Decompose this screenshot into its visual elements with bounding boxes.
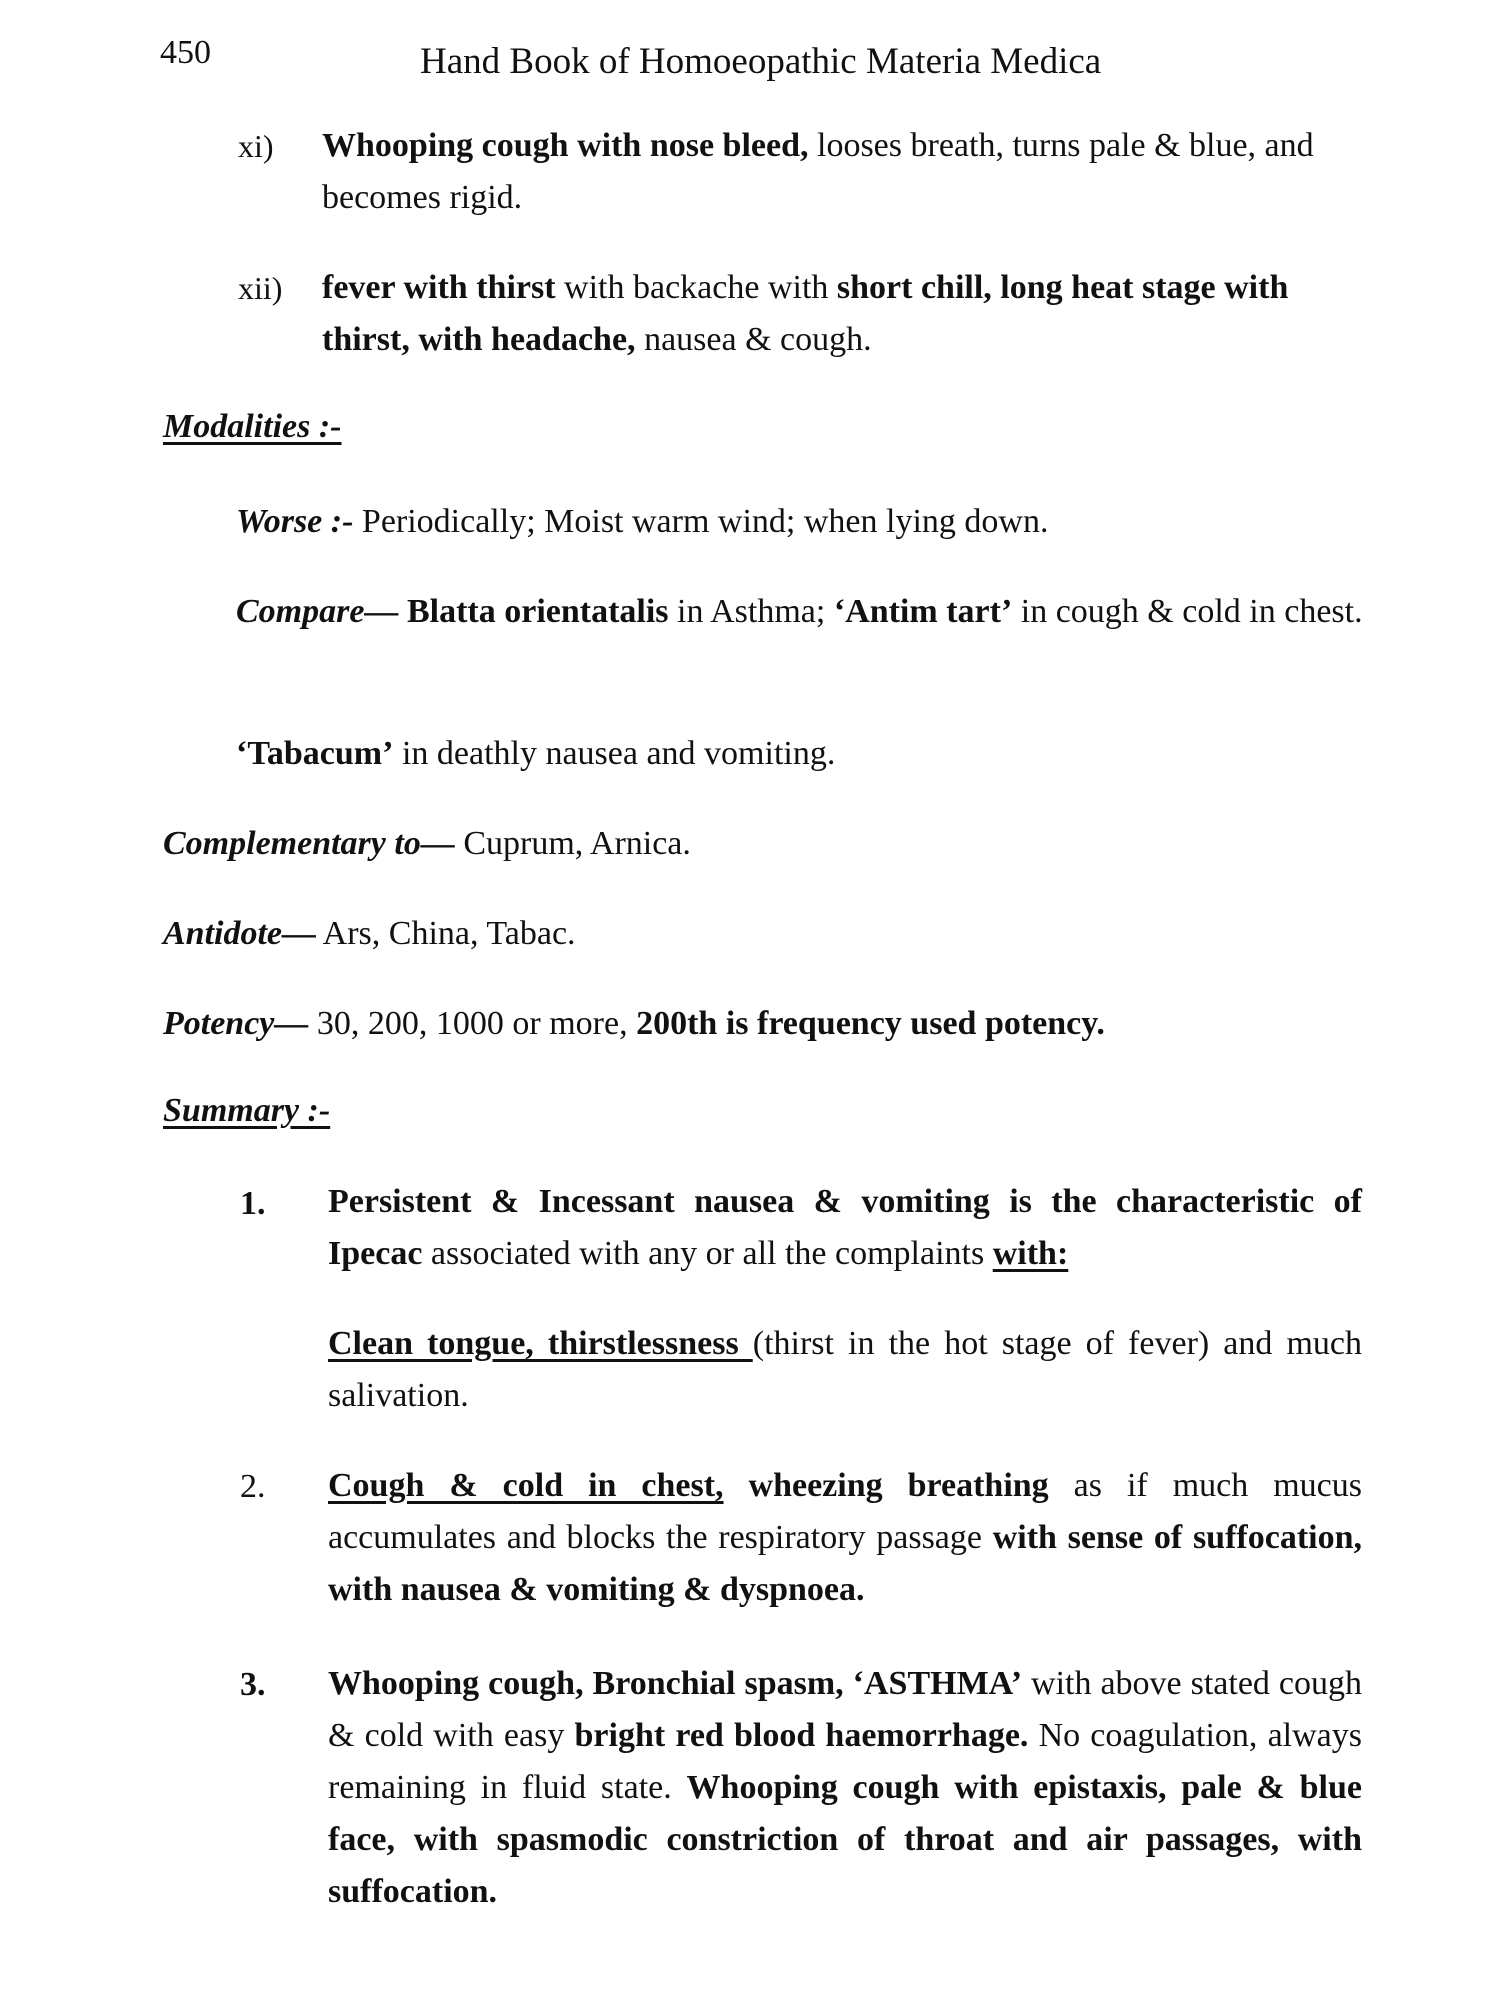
potency-bold: 200th is frequency used potency. xyxy=(636,1005,1105,1042)
item-marker: xii) xyxy=(238,270,283,306)
list-item xyxy=(322,262,1362,366)
summary-bold: Whooping cough with epistaxis, pale & blue face, with spasmodic constriction of throat and air passages, with suffocation. xyxy=(328,1769,1363,1910)
potency-label: Potency— xyxy=(163,1005,309,1042)
potency-text: 30, 200, 1000 or more, xyxy=(308,1005,637,1042)
antidote-line xyxy=(163,908,576,960)
item-text: looses breath, turns pale & blue, and becomes rigid. xyxy=(322,127,1314,216)
tabacum-text: in deathly nausea and vomiting. xyxy=(393,735,836,772)
summary-text: No coagulation, always remaining in fluid state. xyxy=(328,1717,1362,1806)
tabacum-remedy: ‘Tabacum’ xyxy=(236,735,394,772)
compare-remedy: ‘Antim tart’ xyxy=(833,593,1013,630)
complementary-label: Complementary to— xyxy=(163,825,455,862)
item-bold-text: short chill, long heat stage with thirst, with headache, xyxy=(322,269,1289,358)
summary-bold: Persistent & Incessant nausea & vomiting is the characteristic of Ipecac xyxy=(328,1183,1362,1272)
list-item xyxy=(322,120,1362,224)
section-heading-modalities: Modalities :- xyxy=(163,408,342,445)
summary-point xyxy=(328,1176,1362,1280)
summary-bold: wheezing breathing xyxy=(723,1467,1049,1504)
antidote-text: Ars, China, Tabac. xyxy=(316,915,576,952)
summary-with: with: xyxy=(992,1235,1069,1272)
summary-bold: bright red blood haemorrhage. xyxy=(574,1717,1029,1754)
summary-point xyxy=(328,1658,1362,1918)
complementary-line xyxy=(163,818,691,870)
compare-label: Compare— xyxy=(236,593,399,630)
item-marker: xi) xyxy=(238,128,274,164)
worse-label: Worse :- xyxy=(236,503,354,540)
item-text: with backache with xyxy=(555,269,837,306)
section-heading-summary: Summary :- xyxy=(163,1092,331,1129)
summary-text: (thirst in the hot stage of fever) and much salivation. xyxy=(328,1325,1362,1414)
summary-point xyxy=(328,1460,1362,1616)
tabacum-line xyxy=(236,728,835,780)
worse-line xyxy=(236,496,1048,548)
complementary-text: Cuprum, Arnica. xyxy=(454,825,691,862)
item-text: nausea & cough. xyxy=(635,321,872,358)
item-bold-text: fever with thirst xyxy=(322,269,556,306)
summary-bold: Whooping cough, Bronchial spasm, ‘ASTHMA’ xyxy=(328,1665,1023,1702)
summary-number: 2. xyxy=(240,1468,266,1505)
summary-underlined: Cough & cold in chest, xyxy=(328,1467,724,1504)
page-number: 450 xyxy=(160,34,211,71)
antidote-label: Antidote— xyxy=(163,915,317,952)
summary-number: 3. xyxy=(240,1666,266,1703)
summary-text: with above stated cough & cold with easy xyxy=(328,1665,1362,1754)
summary-number: 1. xyxy=(240,1185,266,1222)
summary-underlined: Clean tongue, thirstlessness xyxy=(328,1325,753,1362)
worse-text: Periodically; Moist warm wind; when lying down. xyxy=(353,503,1049,540)
item-bold-text: Whooping cough with nose bleed, xyxy=(322,127,809,164)
compare-text: in Asthma; xyxy=(668,593,834,630)
running-title: Hand Book of Homoeopathic Materia Medica xyxy=(420,41,1102,82)
potency-line xyxy=(163,998,1105,1050)
compare-remedy: Blatta orientatalis xyxy=(398,593,669,630)
summary-text: associated with any or all the complaints xyxy=(422,1235,993,1272)
summary-subpoint xyxy=(328,1318,1362,1422)
summary-text: as if much mucus accumulates and blocks the respiratory passage xyxy=(328,1467,1363,1556)
compare-text: in cough & cold in chest. xyxy=(1012,593,1363,630)
summary-bold: with sense of suffocation, with nausea & vomiting & dyspnoea. xyxy=(328,1519,1362,1608)
compare-paragraph xyxy=(163,586,1363,638)
